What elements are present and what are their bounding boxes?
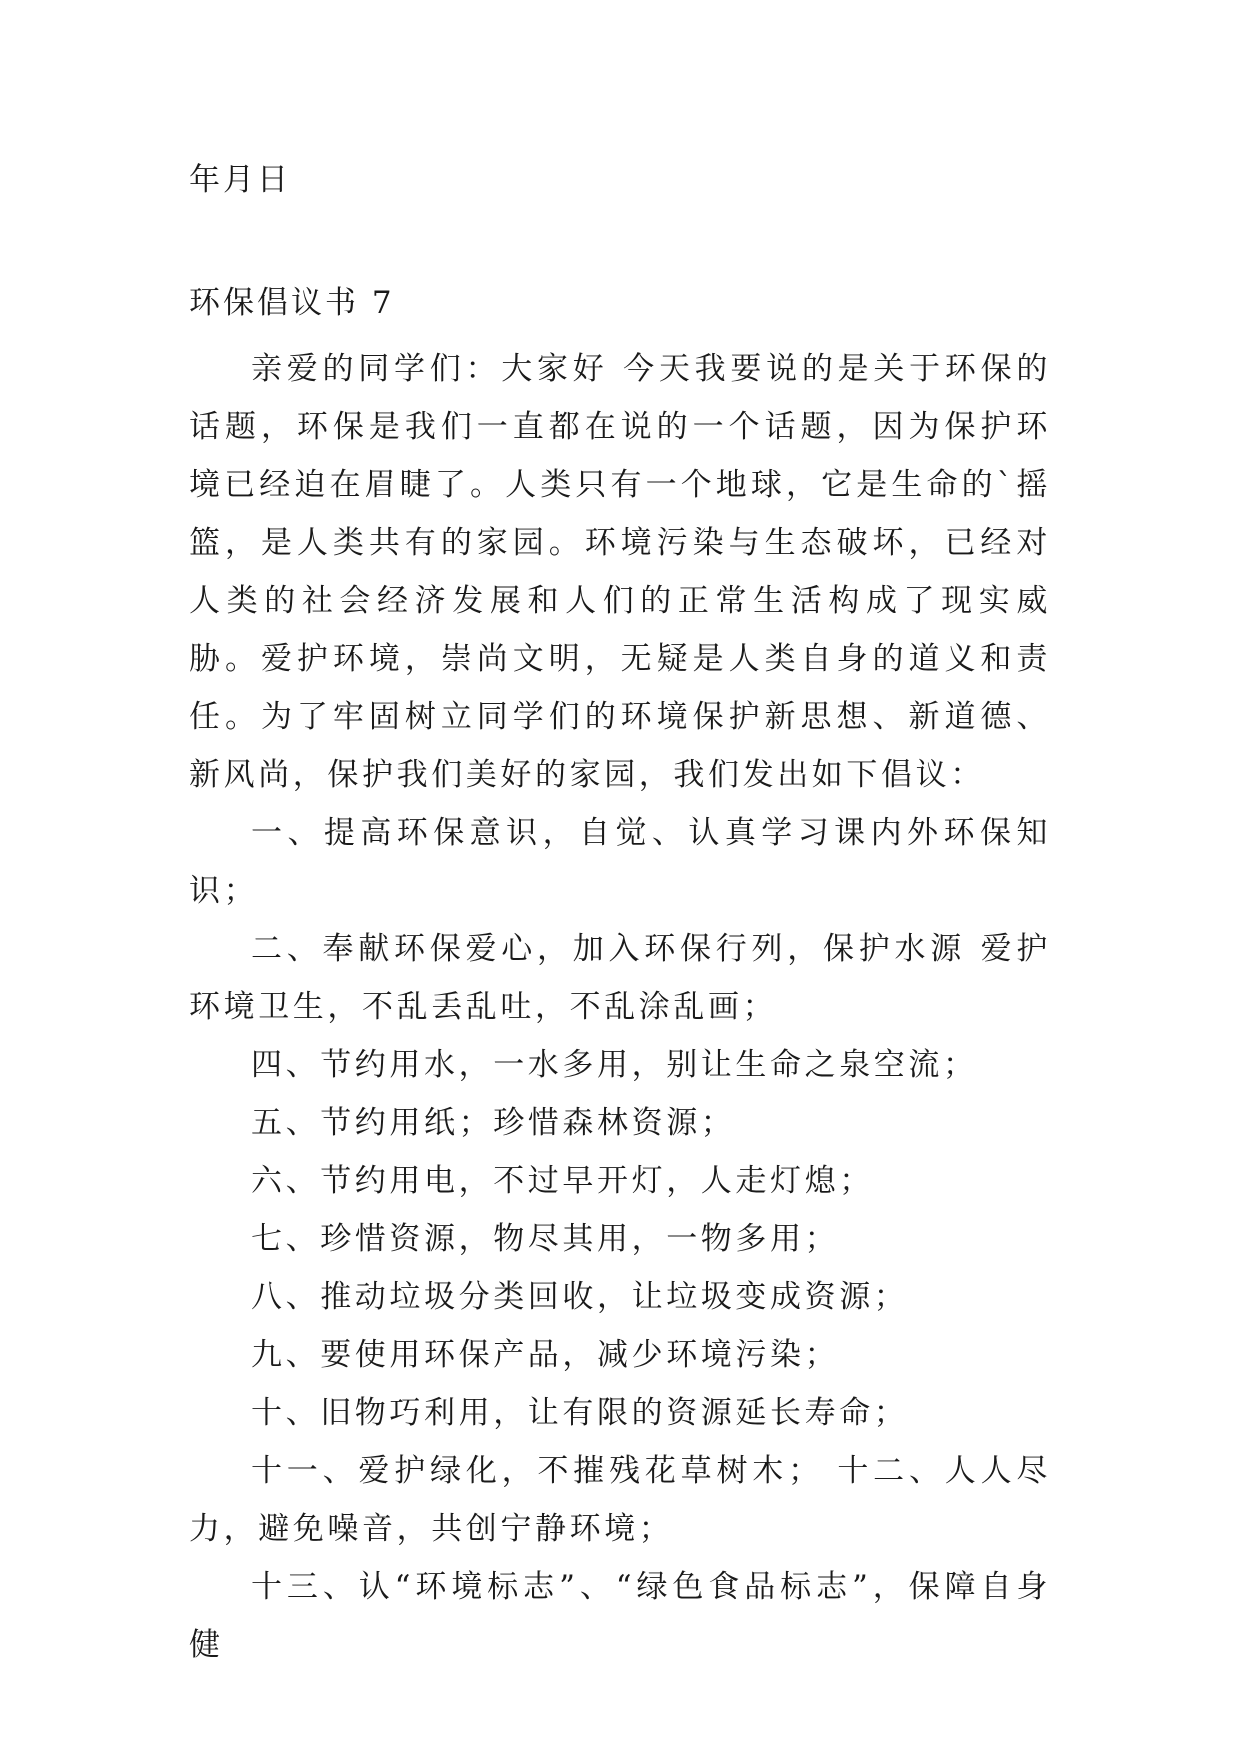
- proposal-item: 一、提高环保意识，自觉、认真学习课内外环保知识；: [189, 815, 1051, 909]
- proposal-item: 二、奉献环保爱心，加入环保行列，保护水源 爱护环境卫生，不乱丢乱吐，不乱涂乱画；: [189, 931, 1051, 1025]
- proposal-item: 五、节约用纸；珍惜森林资源；: [251, 1105, 736, 1141]
- proposal-item: 十三、认“环境标志”、“绿色食品标志”，保障自身健: [189, 1569, 1051, 1663]
- date-line: 年月日: [189, 162, 291, 198]
- paragraph-greeting: 亲爱的同学们：大家好 今天我要说的是关于环保的话题，环保是我们一直都在说的一个话题，因为保护环境已经迫在眉睫了。人类只有一个地球，它是生命的`摇篮，是人类共有的家园。环境污染与生态破坏，已经对人类的社会经济发展和人们的正常生活构成了现实威胁。爱护环境，崇尚文明，无疑是人类自身的道义和责任。为了牢固树立同学们的环境保护新思想、新道德、新风尚，保护我们美好的家园，我们发出如下倡议：: [189, 351, 1051, 793]
- proposal-item: 六、节约用电，不过早开灯，人走灯熄；: [251, 1163, 874, 1199]
- proposal-item: 十、旧物巧利用，让有限的资源延长寿命；: [251, 1395, 909, 1431]
- proposal-item: 七、珍惜资源，物尽其用，一物多用；: [251, 1221, 840, 1257]
- proposal-item: 九、要使用环保产品，减少环境污染；: [251, 1337, 840, 1373]
- document-title: 环保倡议书 7: [189, 285, 395, 321]
- document-body: [189, 340, 1051, 1674]
- proposal-item: 十一、爱护绿化，不摧残花草树木； 十二、人人尽力，避免噪音，共创宁静环境；: [189, 1453, 1051, 1547]
- proposal-item: 八、推动垃圾分类回收，让垃圾变成资源；: [251, 1279, 909, 1315]
- proposal-item: 四、节约用水，一水多用，别让生命之泉空流；: [251, 1047, 978, 1083]
